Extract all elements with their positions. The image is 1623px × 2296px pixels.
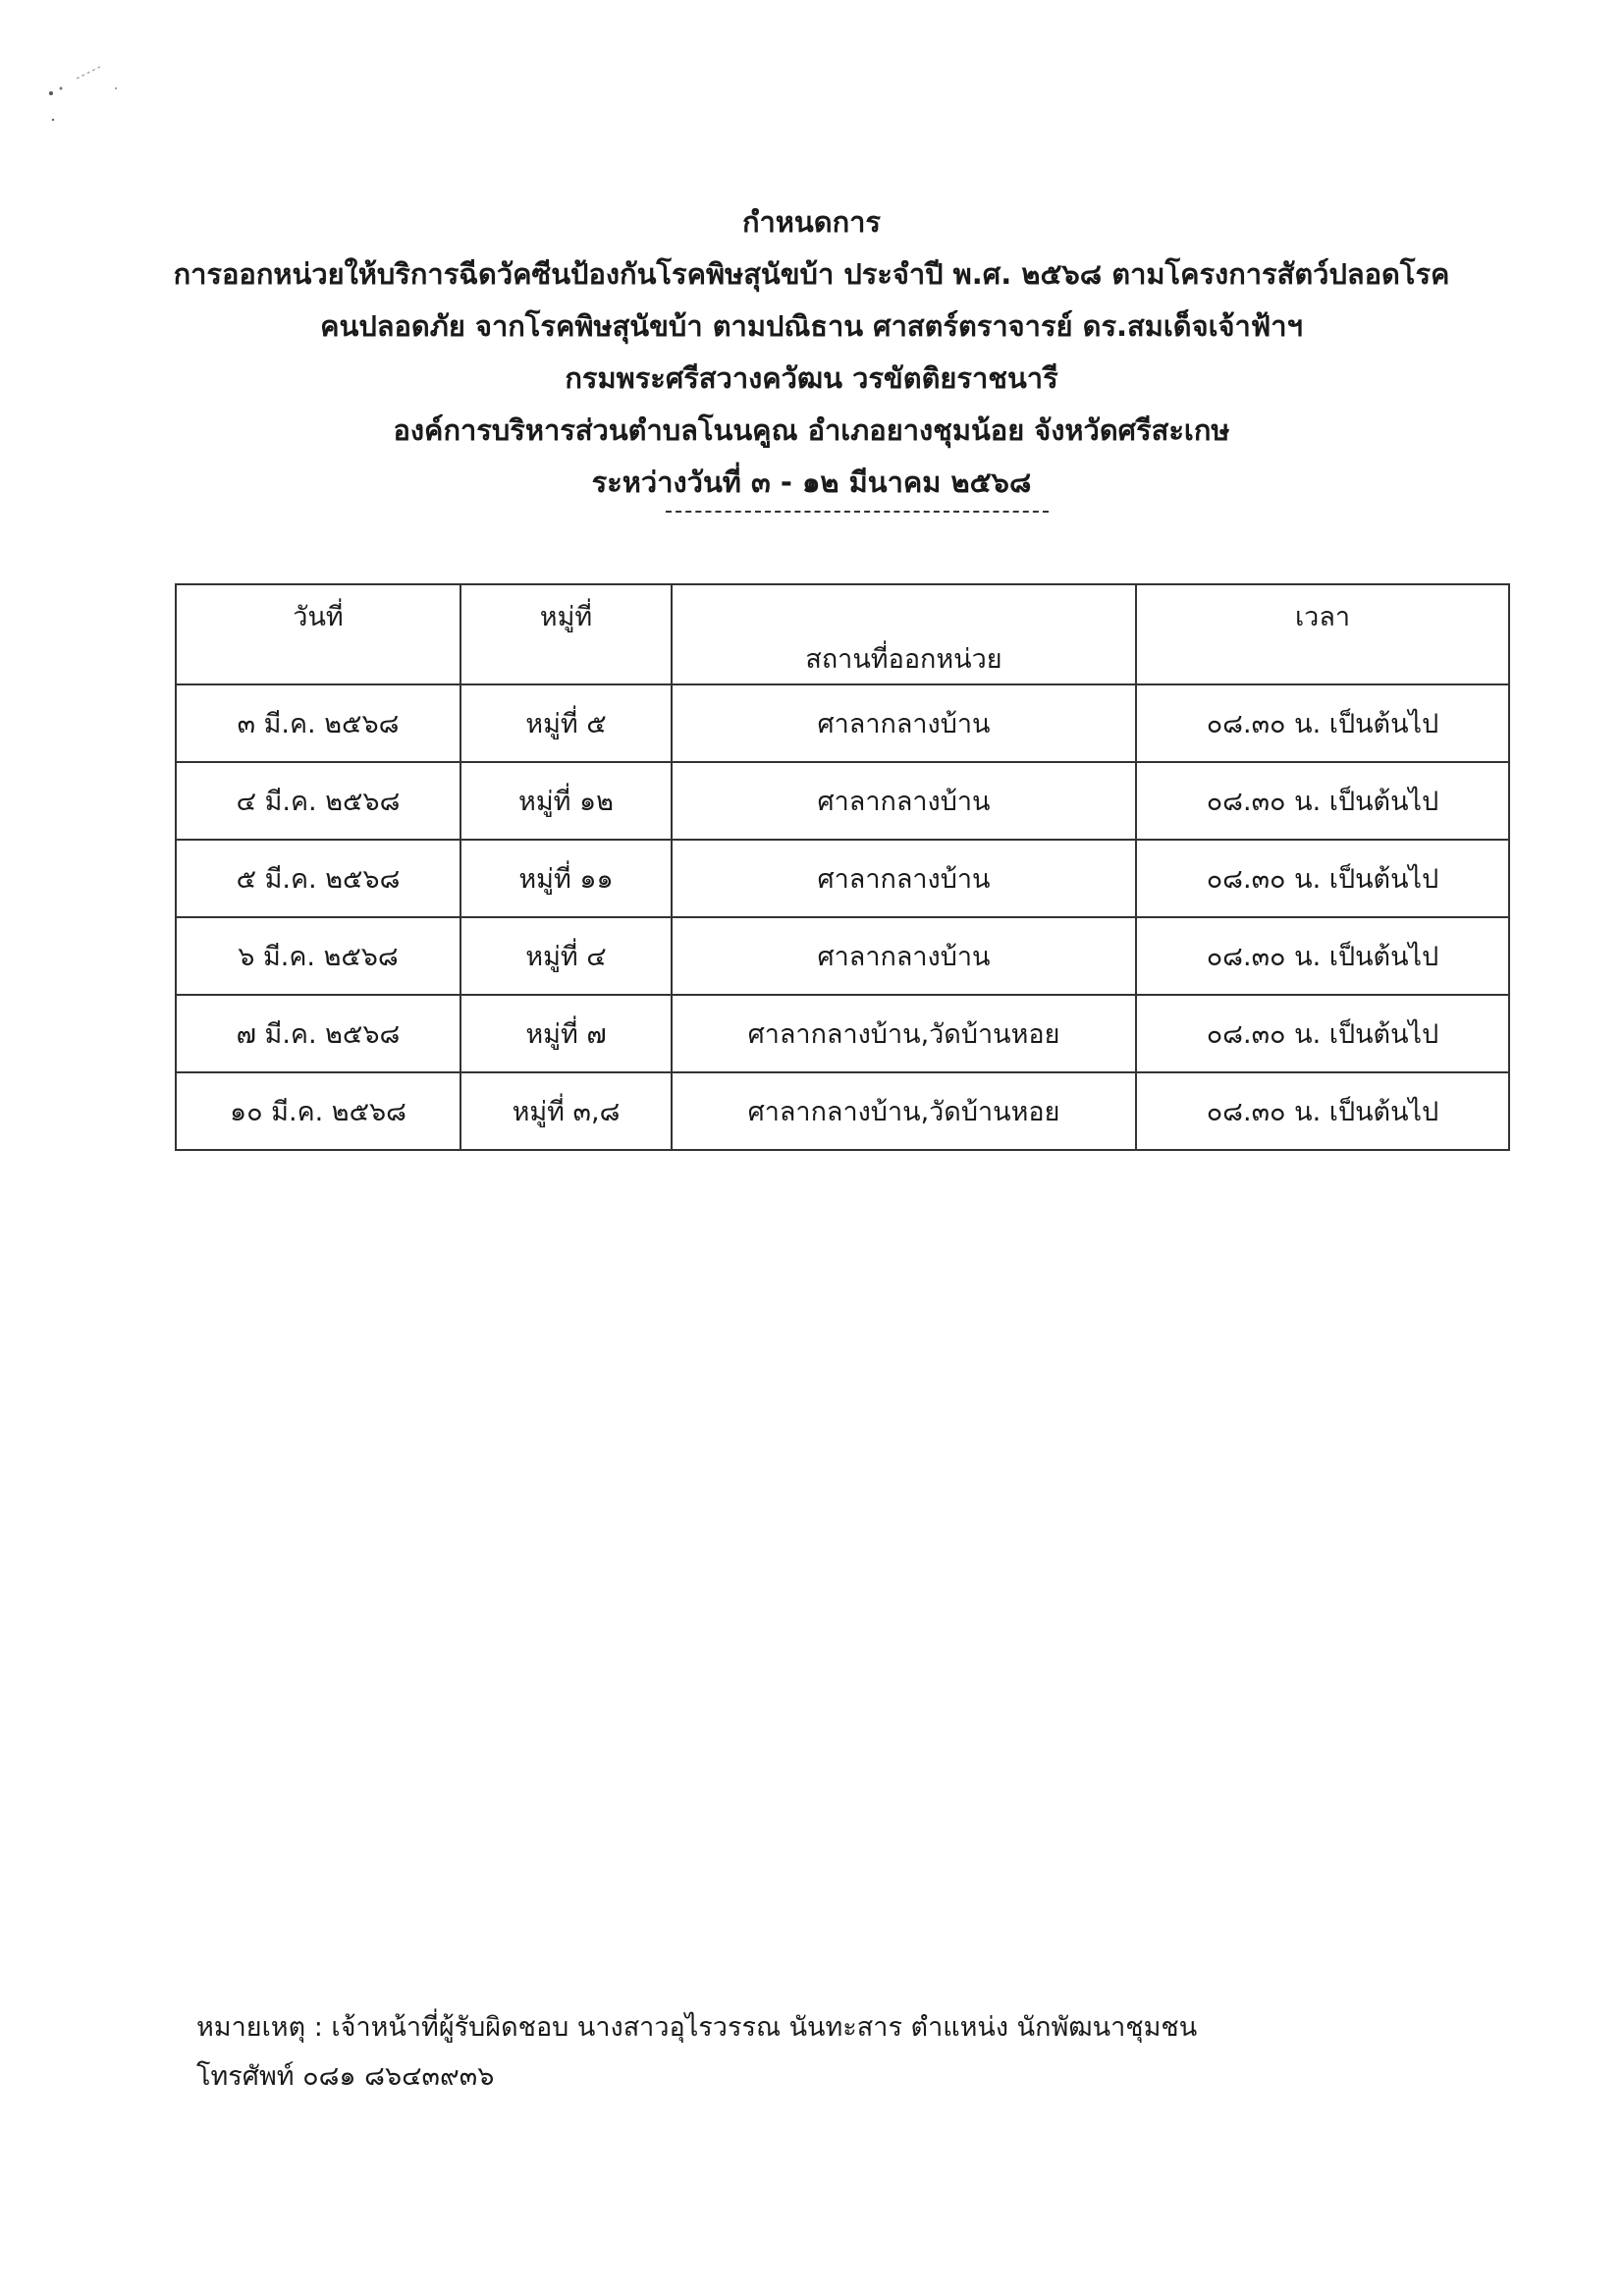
row-place: ศาลากลางบ้าน [672,684,1136,762]
row-time: ๐๘.๓๐ น. เป็นต้นไป [1136,762,1509,840]
row-place: ศาลากลางบ้าน [672,917,1136,995]
row-time: ๐๘.๓๐ น. เป็นต้นไป [1136,995,1509,1072]
row-moo: หมู่ที่ ๑๑ [460,840,672,917]
schedule-table [175,583,1510,1151]
header-line-2: คนปลอดภัย จากโรคพิษสุนัขบ้า ตามปณิธาน ศาสตร์ตราจารย์ ดร.สมเด็จเจ้าฟ้าฯ [320,309,1303,343]
header-moo-cell [460,584,672,684]
row-date: ๗ มี.ค. ๒๕๖๘ [176,995,460,1072]
header-time: เวลา [1294,602,1351,632]
row-date: ๖ มี.ค. ๒๕๖๘ [176,917,460,995]
row-date: ๑๐ มี.ค. ๒๕๖๘ [176,1072,460,1150]
row-place: ศาลากลางบ้าน,วัดบ้านหอย [672,995,1136,1072]
header-line-5: ระหว่างวันที่ ๓ - ๑๒ มีนาคม ๒๕๖๘ [591,465,1032,499]
table-row [176,762,1509,840]
footnote [196,2003,1197,2102]
row-date: ๔ มี.ค. ๒๕๖๘ [176,762,460,840]
row-moo: หมู่ที่ ๗ [460,995,672,1072]
table-header-row [176,584,1509,684]
row-place: ศาลากลางบ้าน [672,762,1136,840]
row-time: ๐๘.๓๐ น. เป็นต้นไป [1136,1072,1509,1150]
header-line-4: องค์การบริหารส่วนตำบลโนนคูณ อำเภอยางชุมน้อย จังหวัดศรีสะเกษ [393,413,1230,447]
row-date: ๓ มี.ค. ๒๕๖๘ [176,684,460,762]
footnote-responsible: หมายเหตุ : เจ้าหน้าที่ผู้รับผิดชอบ นางสาวอุไรวรรณ นันทะสาร ตำแหน่ง นักพัฒนาชุมชน [196,2012,1198,2043]
row-place: ศาลากลางบ้าน,วัดบ้านหอย [672,1072,1136,1150]
header-line-1: การออกหน่วยให้บริการฉีดวัคซีนป้องกันโรคพิษสุนัขบ้า ประจำปี พ.ศ. ๒๕๖๘ ตามโครงการสัตว์ปลอดโรค [173,257,1450,291]
scan-specks [39,49,137,137]
row-moo: หมู่ที่ ๕ [460,684,672,762]
row-date: ๕ มี.ค. ๒๕๖๘ [176,840,460,917]
row-time: ๐๘.๓๐ น. เป็นต้นไป [1136,684,1509,762]
header-time-cell [1136,584,1509,684]
row-moo: หมู่ที่ ๔ [460,917,672,995]
row-place: ศาลากลางบ้าน [672,840,1136,917]
table-row [176,1072,1509,1150]
header-divider [666,511,1049,513]
header-date: วันที่ [293,602,344,632]
row-time: ๐๘.๓๐ น. เป็นต้นไป [1136,917,1509,995]
header-place-cell [672,584,1136,684]
header-date-cell [176,584,460,684]
footnote-phone: โทรศัพท์ ๐๘๑ ๘๖๔๓๙๓๖ [196,2061,495,2092]
row-moo: หมู่ที่ ๓,๘ [460,1072,672,1150]
row-time: ๐๘.๓๐ น. เป็นต้นไป [1136,840,1509,917]
table-row [176,840,1509,917]
row-moo: หมู่ที่ ๑๒ [460,762,672,840]
table-row [176,684,1509,762]
table-row [176,995,1509,1072]
document-header [0,196,1623,509]
document-title: กำหนดการ [741,205,882,239]
header-moo: หมู่ที่ [539,602,593,632]
table-row [176,917,1509,995]
header-place: สถานที่ออกหน่วย [805,644,1002,675]
header-line-3: กรมพระศรีสวางควัฒน วรขัตติยราชนารี [565,361,1058,395]
